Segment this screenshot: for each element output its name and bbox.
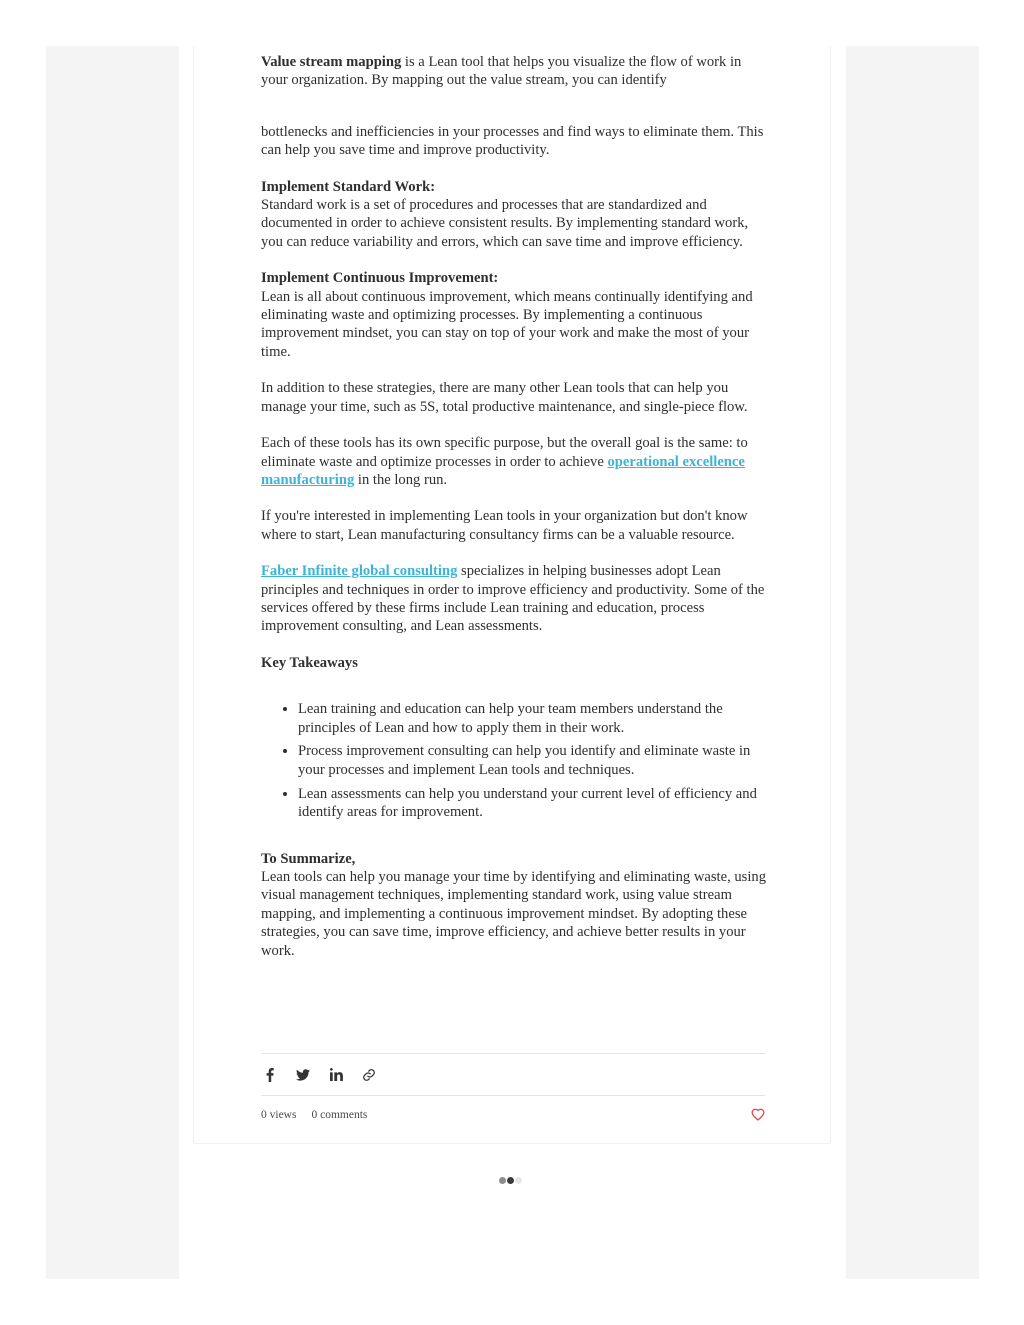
vsm-paragraph-1 <box>261 53 767 90</box>
standard-work-paragraph: Standard work is a set of procedures and processes that are standardized and documented in order to achieve consistent results. By implementing standard work, you can reduce variability and errors, which can save time and improve efficiency. <box>261 197 749 250</box>
blog-post-card <box>193 46 831 1144</box>
post-body <box>261 53 767 960</box>
other-tools-paragraph: In addition to these strategies, there are many other Lean tools that can help you manage your time, such as 5S, total productive maintenance, and single-piece flow. <box>261 380 748 415</box>
post-stats <box>261 1096 765 1134</box>
facebook-icon[interactable] <box>262 1067 278 1083</box>
loading-dot <box>515 1177 522 1184</box>
loading-dot <box>507 1177 514 1184</box>
vsm-term: Value stream mapping <box>261 54 402 70</box>
summary-paragraph: Lean tools can help you manage your time by identifying and eliminating waste, using visual management techniques, implementing standard work, using value stream mapping, and implementing a continuous improvement mindset. By adopting these strategies, you can save time, improve efficiency, and achieve better results in your work. <box>261 869 766 959</box>
list-item: • Process improvement consulting can help you identify and eliminate waste in your processes and implement Lean tools and techniques. <box>298 742 767 779</box>
faber-text: specializes in helping businesses adopt Lean principles and techniques in order to improve efficiency and productivity. Some of the services offered by these firms include Lean training and education, process improvement consulting, and Lean assessments. <box>261 563 765 635</box>
summary-heading: To Summarize, <box>261 850 356 867</box>
faber-infinite-link[interactable]: Faber Infinite global consulting <box>261 563 458 580</box>
twitter-icon[interactable] <box>295 1067 311 1083</box>
vsm-paragraph-2: bottlenecks and inefficiencies in your processes and find ways to eliminate them. This can help you save time and improve productivity. <box>261 123 764 159</box>
share-bar <box>261 1054 765 1095</box>
loading-indicator <box>499 1177 522 1184</box>
standard-work-heading: Implement Standard Work: <box>261 178 436 195</box>
vsm-text-1: is a Lean tool that helps you visualize the flow of work in your organization. By mapping out the value stream, you can identify <box>261 54 742 89</box>
link-icon[interactable] <box>361 1067 377 1083</box>
views-count: 0 views <box>261 1109 297 1121</box>
continuous-improvement-heading: Implement Continuous Improvement: <box>261 270 499 287</box>
purpose-paragraph <box>261 434 767 489</box>
left-gutter-panel <box>46 46 179 1279</box>
list-item: • Lean assessments can help you understand your current level of efficiency and identify areas for improvement. <box>298 785 767 822</box>
right-gutter-panel <box>846 46 979 1279</box>
purpose-text-2: in the long run. <box>354 471 448 488</box>
heart-icon[interactable] <box>751 1108 765 1122</box>
operational-excellence-link[interactable]: operational excellence manufacturing <box>261 453 745 488</box>
faber-paragraph <box>261 562 767 636</box>
linkedin-icon[interactable] <box>328 1067 344 1083</box>
post-footer <box>261 1053 765 1134</box>
purpose-text-1: Each of these tools has its own specific purpose, but the overall goal is the same: to eliminate waste and optimize processes in order to achieve <box>261 435 748 470</box>
consultancy-paragraph: If you're interested in implementing Lean tools in your organization but don't know where to start, Lean manufacturing consultancy firms can be a valuable resource. <box>261 508 748 543</box>
comments-link[interactable]: 0 comments <box>311 1109 368 1121</box>
key-takeaways-heading: Key Takeaways <box>261 654 358 671</box>
takeaways-list <box>261 700 767 821</box>
list-item: • Lean training and education can help your team members understand the principles of Lean and how to apply them in their work. <box>298 700 767 737</box>
continuous-improvement-paragraph: Lean is all about continuous improvement, which means continually identifying and eliminating waste and optimizing processes. By implementing a continuous improvement mindset, you can stay on top of your work and make the most of your time. <box>261 288 753 360</box>
loading-dot <box>499 1177 506 1184</box>
